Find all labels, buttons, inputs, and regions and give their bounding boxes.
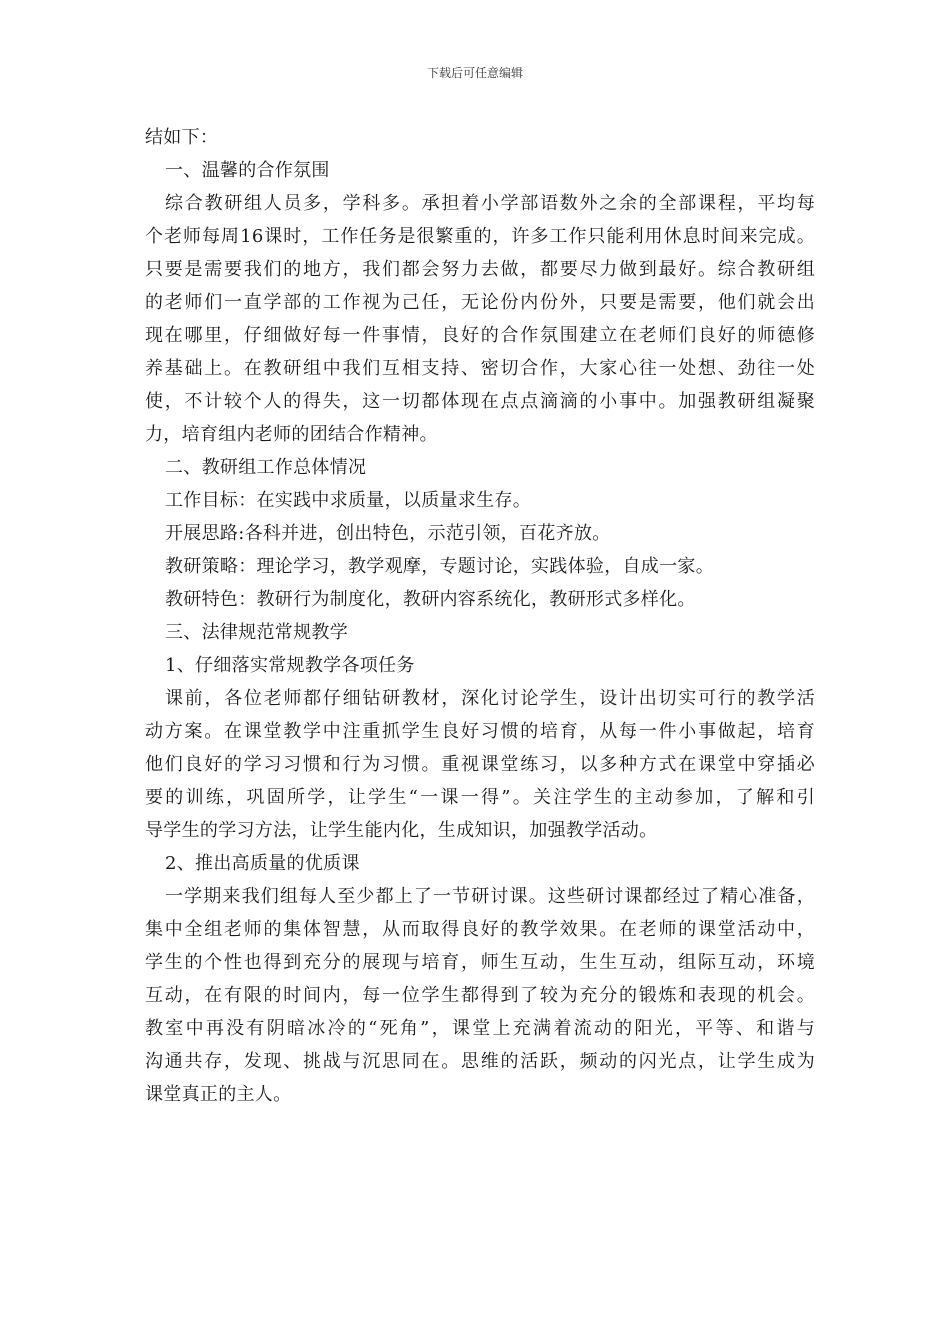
paragraph-line: 现在哪里，仔细做好每一件事情，良好的合作氛围建立在老师们良好的师德修 <box>145 325 815 346</box>
paragraph-line: 教研策略：理论学习，教学观摩，专题讨论，实践体验，自成一家。 <box>165 556 714 577</box>
paragraph-line: 互动，在有限的时间内，每一位学生都得到了较为充分的锻炼和表现的机会。 <box>145 985 815 1006</box>
paragraph-line: 他们良好的学习习惯和行为习惯。重视课堂练习，以多种方式在课堂中穿插必 <box>145 754 815 775</box>
section-heading: 一、温馨的合作氛围 <box>165 160 330 181</box>
paragraph-line: 教室中再没有阴暗冰冷的“死角”，课堂上充满着流动的阳光，平等、和谐与 <box>145 1018 815 1039</box>
paragraph-line: 的老师们一直学部的工作视为己任，无论份内份外，只要是需要，他们就会出 <box>145 292 815 313</box>
subsection-heading: 2、推出高质量的优质课 <box>165 853 360 874</box>
paragraph-line: 综合教研组人员多，学科多。承担着小学部语数外之余的全部课程，平均每 <box>165 193 815 214</box>
subsection-heading: 1、仔细落实常规教学各项任务 <box>165 655 415 676</box>
paragraph-line: 养基础上。在教研组中我们互相支持、密切合作，大家心往一处想、劲往一处 <box>145 358 815 379</box>
paragraph-line: 工作目标：在实践中求质量，以质量求生存。 <box>165 490 531 511</box>
paragraph-line: 集中全组老师的集体智慧，从而取得良好的教学效果。在老师的课堂活动中， <box>145 919 815 940</box>
paragraph-line: 开展思路:各科并进，创出特色，示范引领，百花齐放。 <box>165 523 611 544</box>
paragraph-line: 个老师每周16课时，工作任务是很繁重的，许多工作只能利用休息时间来完成。 <box>145 226 815 247</box>
paragraph-line: 动方案。在课堂教学中注重抓学生良好习惯的培育，从每一件小事做起，培育 <box>145 721 815 742</box>
paragraph-line: 使，不计较个人的得失，这一切都体现在点点滴滴的小事中。加强教研组凝聚 <box>145 391 815 412</box>
paragraph-line: 课前，各位老师都仔细钻研教材，深化讨论学生，设计出切实可行的教学活 <box>165 688 815 709</box>
section-heading: 二、教研组工作总体情况 <box>165 457 367 478</box>
paragraph-line: 要的训练，巩固所学，让学生“一课一得”。关注学生的主动参加，了解和引 <box>145 787 815 808</box>
paragraph-line: 只要是需要我们的地方，我们都会努力去做，都要尽力做到最好。综合教研组 <box>145 259 815 280</box>
page-header: 下载后可任意编辑 <box>426 66 523 80</box>
paragraph-line: 课堂真正的主人。 <box>145 1084 292 1105</box>
paragraph-line: 导学生的学习方法，让学生能内化，生成知识，加强教学活动。 <box>145 820 658 841</box>
document-body <box>145 121 815 1111</box>
paragraph-line: 沟通共存，发现、挑战与沉思同在。思维的活跃，频动的闪光点，让学生成为 <box>145 1051 815 1072</box>
paragraph-line: 一学期来我们组每人至少都上了一节研讨课。这些研讨课都经过了精心准备， <box>165 886 815 907</box>
paragraph-line: 教研特色：教研行为制度化，教研内容系统化，教研形式多样化。 <box>165 589 696 610</box>
section-heading: 三、法律规范常规教学 <box>165 622 348 643</box>
paragraph-line: 力，培育组内老师的团结合作精神。 <box>145 424 438 445</box>
paragraph-line: 学生的个性也得到充分的展现与培育，师生互动，生生互动，组际互动，环境 <box>145 952 815 973</box>
text-line: 结如下： <box>145 127 219 148</box>
